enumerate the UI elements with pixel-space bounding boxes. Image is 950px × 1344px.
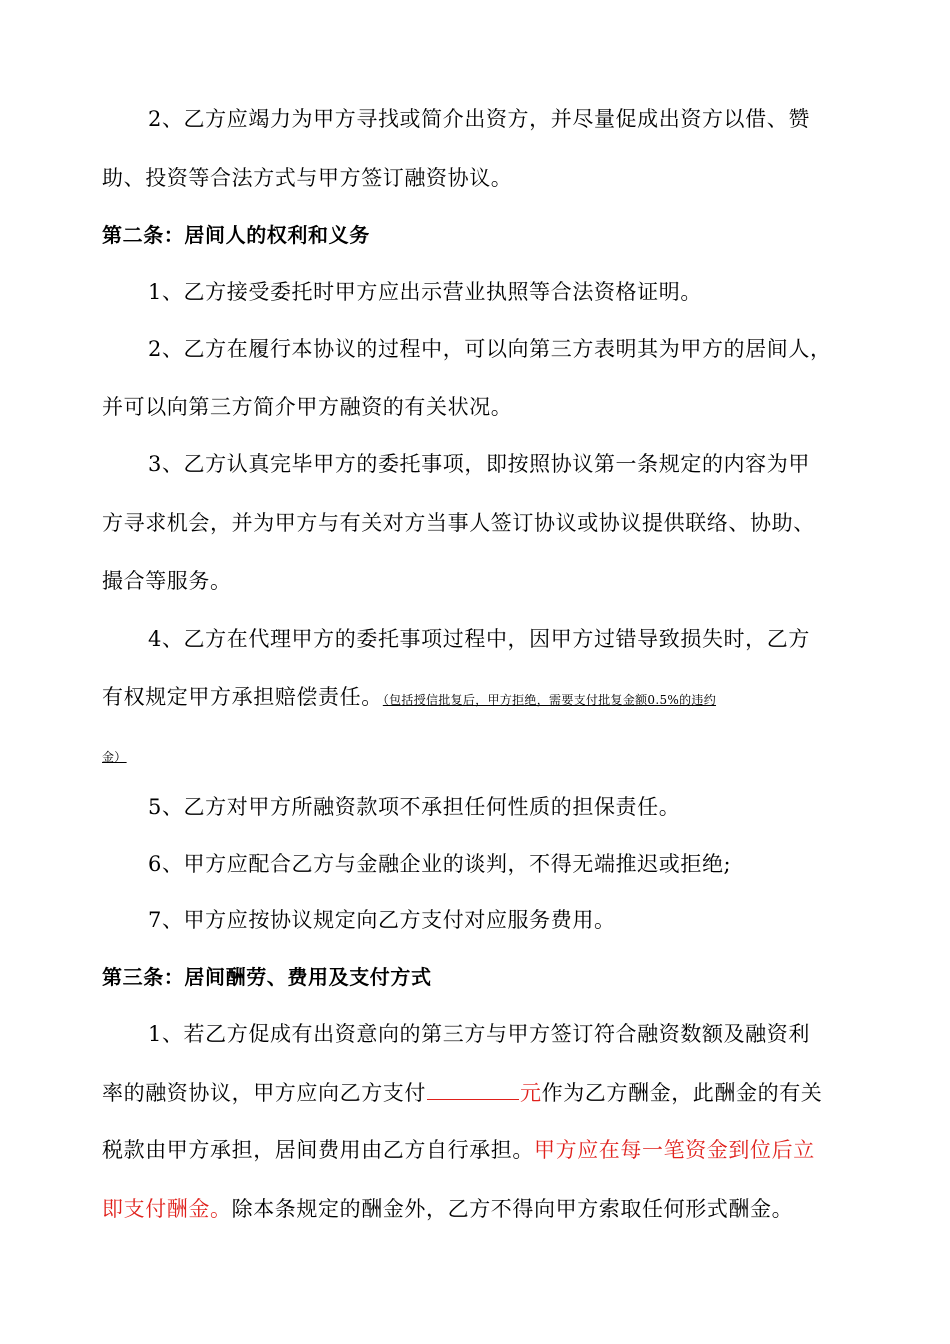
paragraph-line: 1、若乙方促成有出资意向的第三方与甲方签订符合融资数额及融资利 <box>148 1022 810 1046</box>
paragraph-line: 7、甲方应按协议规定向乙方支付对应服务费用。 <box>148 908 616 932</box>
paragraph-line <box>102 1194 793 1224</box>
footnote-text: （包括授信批复后，甲方拒绝，需要支付批复金额0.5%的违约 <box>382 693 717 707</box>
paragraph-text: 作为乙方酬金，此酬金的有关 <box>541 1081 823 1105</box>
highlighted-text: 即支付酬金。 <box>102 1197 232 1221</box>
paragraph-line: 方寻求机会，并为甲方与有关对方当事人签订协议或协议提供联络、协助、 <box>102 511 815 535</box>
section-heading: 第二条：居间人的权利和义务 <box>102 223 370 247</box>
footnote-text: 金） <box>102 750 127 764</box>
paragraph-line: 3、乙方认真完毕甲方的委托事项，即按照协议第一条规定的内容为甲 <box>148 452 810 476</box>
paragraph-line: 5、乙方对甲方所融资款项不承担任何性质的担保责任。 <box>148 795 681 819</box>
paragraph-line <box>102 1135 815 1165</box>
currency-unit: 元 <box>520 1081 542 1105</box>
paragraph-text: 税款由甲方承担，居间费用由乙方自行承担。 <box>102 1138 534 1162</box>
paragraph-line <box>102 682 716 715</box>
paragraph-line: 6、甲方应配合乙方与金融企业的谈判，不得无端推迟或拒绝; <box>148 852 732 876</box>
paragraph-text: 率的融资协议，甲方应向乙方支付 <box>102 1081 426 1105</box>
amount-blank-field[interactable] <box>427 1077 519 1100</box>
section-heading: 第三条：居间酬劳、费用及支付方式 <box>102 965 432 989</box>
paragraph-text: 有权规定甲方承担赔偿责任。 <box>102 685 383 709</box>
paragraph-line: 4、乙方在代理甲方的委托事项过程中，因甲方过错导致损失时，乙方 <box>148 627 810 651</box>
paragraph-line: 2、乙方应竭力为甲方寻找或简介出资方，并尽量促成出资方以借、赞 <box>148 107 810 131</box>
paragraph-line: 助、投资等合法方式与甲方签订融资协议。 <box>102 166 513 190</box>
paragraph-text: 除本条规定的酬金外，乙方不得向甲方索取任何形式酬金。 <box>231 1197 794 1221</box>
paragraph-line: 2、乙方在履行本协议的过程中，可以向第三方表明其为甲方的居间人， <box>148 337 832 361</box>
paragraph-line: 撮合等服务。 <box>102 569 232 593</box>
paragraph-line: 1、乙方接受委托时甲方应出示营业执照等合法资格证明。 <box>148 280 702 304</box>
paragraph-line <box>102 1077 822 1108</box>
highlighted-text: 甲方应在每一笔资金到位后立 <box>534 1138 815 1162</box>
paragraph-line: 并可以向第三方简介甲方融资的有关状况。 <box>102 395 513 419</box>
